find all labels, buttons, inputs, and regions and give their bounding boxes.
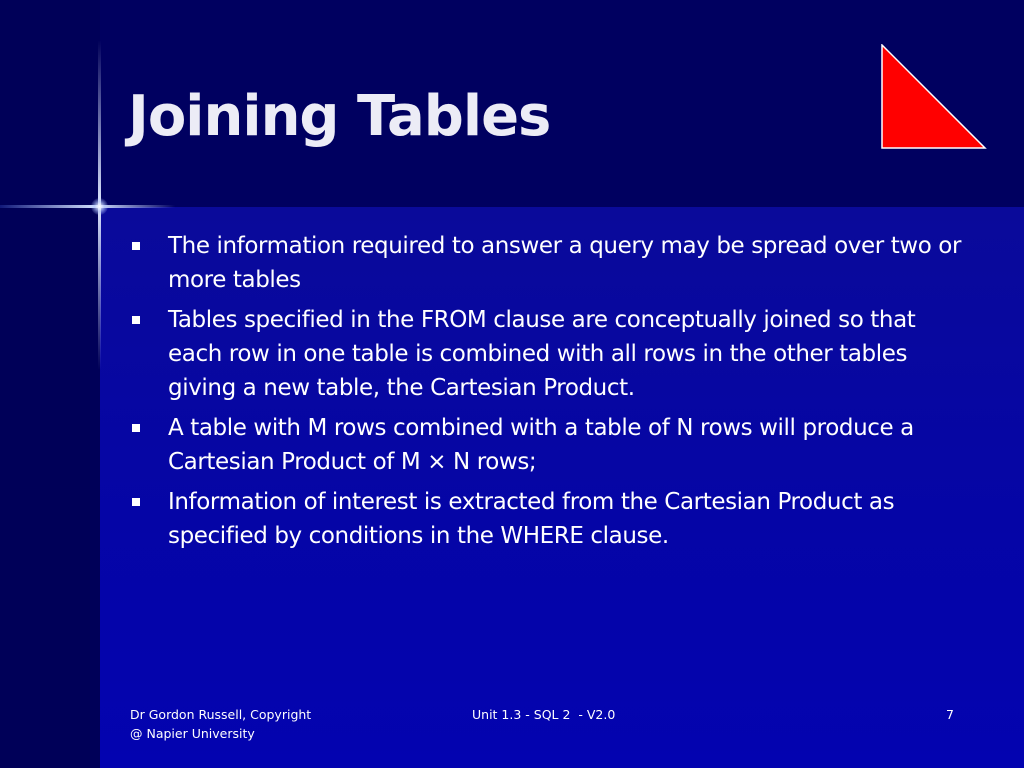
bullet-item (128, 485, 968, 553)
sparkle-horizontal-line (0, 205, 175, 208)
bullet-text: Information of interest is extracted from the Cartesian Product as specified by conditions in the WHERE clause. (168, 489, 895, 549)
footer-author-line: Dr Gordon Russell, Copyright (130, 707, 312, 722)
red-triangle-icon (881, 44, 987, 150)
bullet-item (128, 229, 968, 297)
bullet-text: The information required to answer a query may be spread over two or more tables (168, 233, 962, 293)
bullet-text: Tables specified in the FROM clause are conceptually joined so that each row in one table is combined with all rows in the other tables giving a new table, the Cartesian Product. (168, 307, 916, 401)
bullet-item (128, 411, 968, 479)
sparkle-star-icon (91, 198, 108, 215)
footer-author (130, 705, 390, 743)
square-bullet-icon (132, 316, 140, 324)
footer-page-number: 7 (946, 707, 954, 722)
square-bullet-icon (132, 242, 140, 250)
footer-unit: Unit 1.3 - SQL 2 - V2.0 (472, 707, 616, 722)
bullet-text: A table with M rows combined with a table of N rows will produce a Cartesian Product of M × N rows; (168, 415, 914, 475)
square-bullet-icon (132, 498, 140, 506)
slide-title: Joining Tables (128, 84, 551, 149)
square-bullet-icon (132, 424, 140, 432)
bullet-item (128, 303, 968, 405)
footer-institution-line: @ Napier University (130, 726, 255, 741)
triangle-shape (882, 45, 985, 148)
left-strip (0, 0, 100, 768)
bullet-list (128, 229, 968, 559)
